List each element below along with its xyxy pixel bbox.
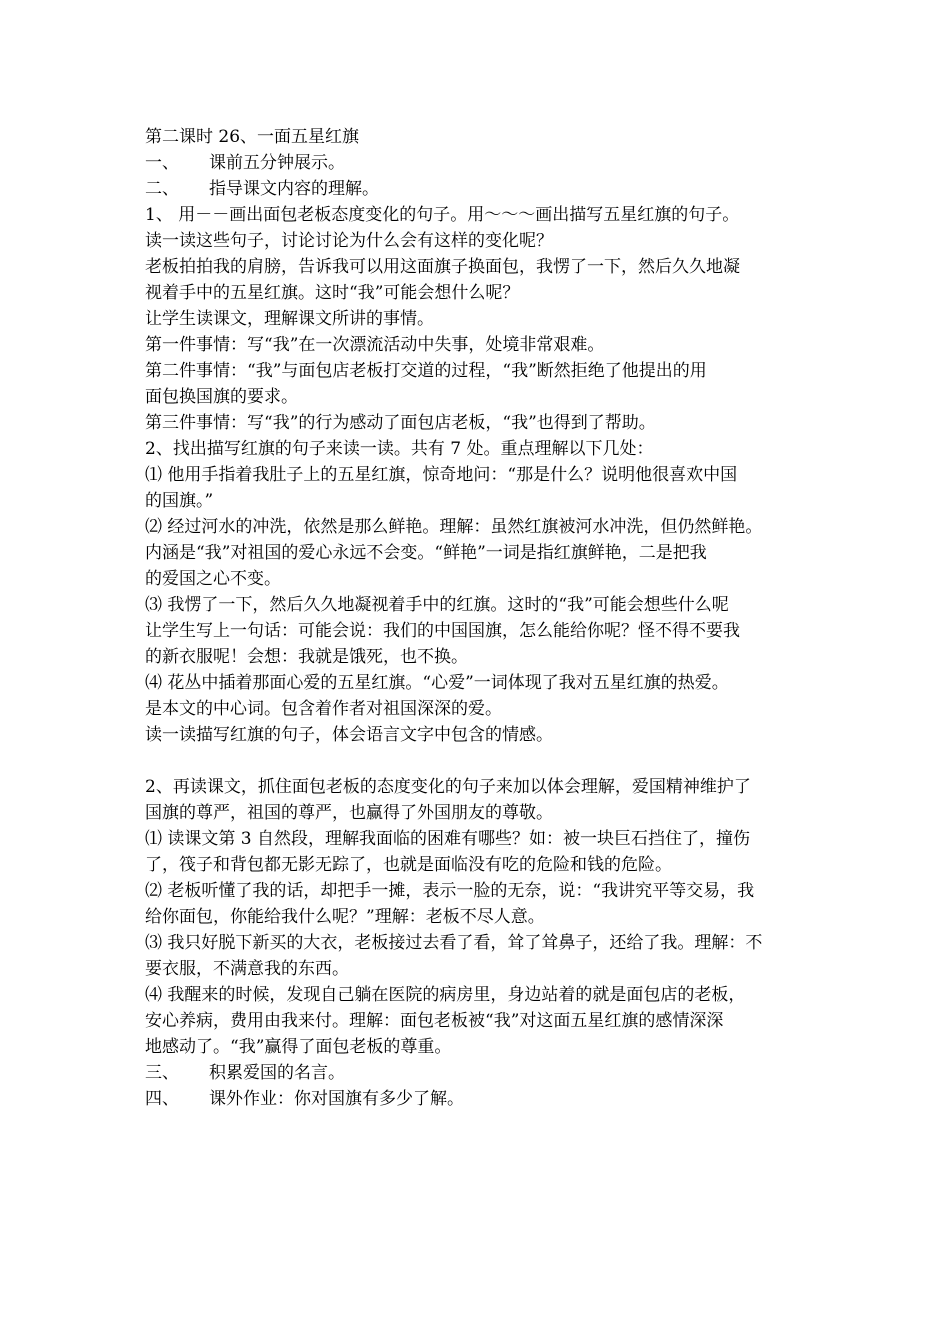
blank-line: [145, 748, 810, 774]
section-one: [145, 150, 810, 176]
text-line: 2、再读课文，抓住面包老板的态度变化的句子来加以体会理解，爱国精神维护了: [145, 777, 751, 797]
section-three: [145, 1060, 810, 1086]
text-line: ⑶ 我愣了一下，然后久久地凝视着手中的红旗。这时的“我”可能会想些什么呢: [145, 595, 729, 615]
text-line: 是本文的中心词。包含着作者对祖国深深的爱。: [145, 699, 502, 719]
text-line: ⑶ 我只好脱下新买的大衣，老板接过去看了看，耸了耸鼻子，还给了我。理解：不: [145, 933, 763, 953]
text-line: ⑷ 花丛中插着那面心爱的五星红旗。“心爱”一词体现了我对五星红旗的热爱。: [145, 673, 729, 693]
text-line: 地感动了。“我”赢得了面包老板的尊重。: [145, 1037, 452, 1057]
text-block-two: [145, 774, 810, 1060]
text-line: 第二件事情：“我”与面包店老板打交道的过程，“我”断然拒绝了他提出的用: [145, 361, 707, 381]
text-line: 让学生读课文，理解课文所讲的事情。: [145, 309, 434, 329]
text-line: 面包换国旗的要求。: [145, 387, 298, 407]
section-two: [145, 176, 810, 202]
text-line: ⑴ 他用手指着我肚子上的五星红旗，惊奇地问：“那是什么？说明他很喜欢中国: [145, 465, 738, 485]
section-number: 一、: [145, 153, 179, 173]
document-page: [145, 124, 810, 1112]
section-four: [145, 1086, 810, 1112]
lesson-title: 第二课时 26、一面五星红旗: [145, 127, 360, 147]
text-block-one: [145, 202, 810, 748]
text-line: 读一读这些句子，讨论讨论为什么会有这样的变化呢？: [145, 231, 553, 251]
text-line: 国旗的尊严，祖国的尊严，也赢得了外国朋友的尊敬。: [145, 803, 553, 823]
text-line: 的新衣服呢！会想：我就是饿死，也不换。: [145, 647, 468, 667]
text-line: 第一件事情：写“我”在一次漂流活动中失事，处境非常艰难。: [145, 335, 605, 355]
text-line: 了，筏子和背包都无影无踪了，也就是面临没有吃的危险和钱的危险。: [145, 855, 672, 875]
section-text: 积累爱国的名言。: [209, 1063, 345, 1083]
section-text: 指导课文内容的理解。: [209, 179, 379, 199]
text-line: 要衣服，不满意我的东西。: [145, 959, 349, 979]
section-number: 二、: [145, 179, 179, 199]
text-line: 第三件事情：写“我”的行为感动了面包店老板，“我”也得到了帮助。: [145, 413, 656, 433]
section-number: 四、: [145, 1089, 179, 1109]
text-line: 老板拍拍我的肩膀，告诉我可以用这面旗子换面包，我愣了一下，然后久久地凝: [145, 257, 740, 277]
text-line: 让学生写上一句话：可能会说：我们的中国国旗，怎么能给你呢？怪不得不要我: [145, 621, 740, 641]
text-line: 的国旗。”: [145, 491, 214, 511]
text-line: 的爱国之心不变。: [145, 569, 281, 589]
text-line: 视着手中的五星红旗。这时“我”可能会想什么呢？: [145, 283, 520, 303]
text-line: 内涵是“我”对祖国的爱心永远不会变。“鲜艳”一词是指红旗鲜艳，二是把我: [145, 543, 707, 563]
text-line: ⑵ 经过河水的冲洗，依然是那么鲜艳。理解：虽然红旗被河水冲洗，但仍然鲜艳。: [145, 517, 763, 537]
section-text: 课前五分钟展示。: [209, 153, 345, 173]
text-line: ⑵ 老板听懂了我的话，却把手一摊，表示一脸的无奈，说：“我讲究平等交易，我: [145, 881, 755, 901]
text-line: 2、找出描写红旗的句子来读一读。共有 7 处。重点理解以下几处：: [145, 439, 654, 459]
text-line: 给你面包，你能给我什么呢？”理解：老板不尽人意。: [145, 907, 545, 927]
text-line: ⑴ 读课文第 3 自然段，理解我面临的困难有哪些？如：被一块巨石挡住了，撞伤: [145, 829, 751, 849]
text-line: 读一读描写红旗的句子，体会语言文字中包含的情感。: [145, 725, 553, 745]
text-line: ⑷ 我醒来的时候，发现自己躺在医院的病房里，身边站着的就是面包店的老板，: [145, 985, 746, 1005]
section-number: 三、: [145, 1063, 179, 1083]
text-line: 1、 用－－画出面包老板态度变化的句子。用～～～画出描写五星红旗的句子。: [145, 205, 740, 225]
text-line: 安心养病，费用由我来付。理解：面包老板被“我”对这面五星红旗的感情深深: [145, 1011, 724, 1031]
section-text: 课外作业：你对国旗有多少了解。: [209, 1089, 464, 1109]
